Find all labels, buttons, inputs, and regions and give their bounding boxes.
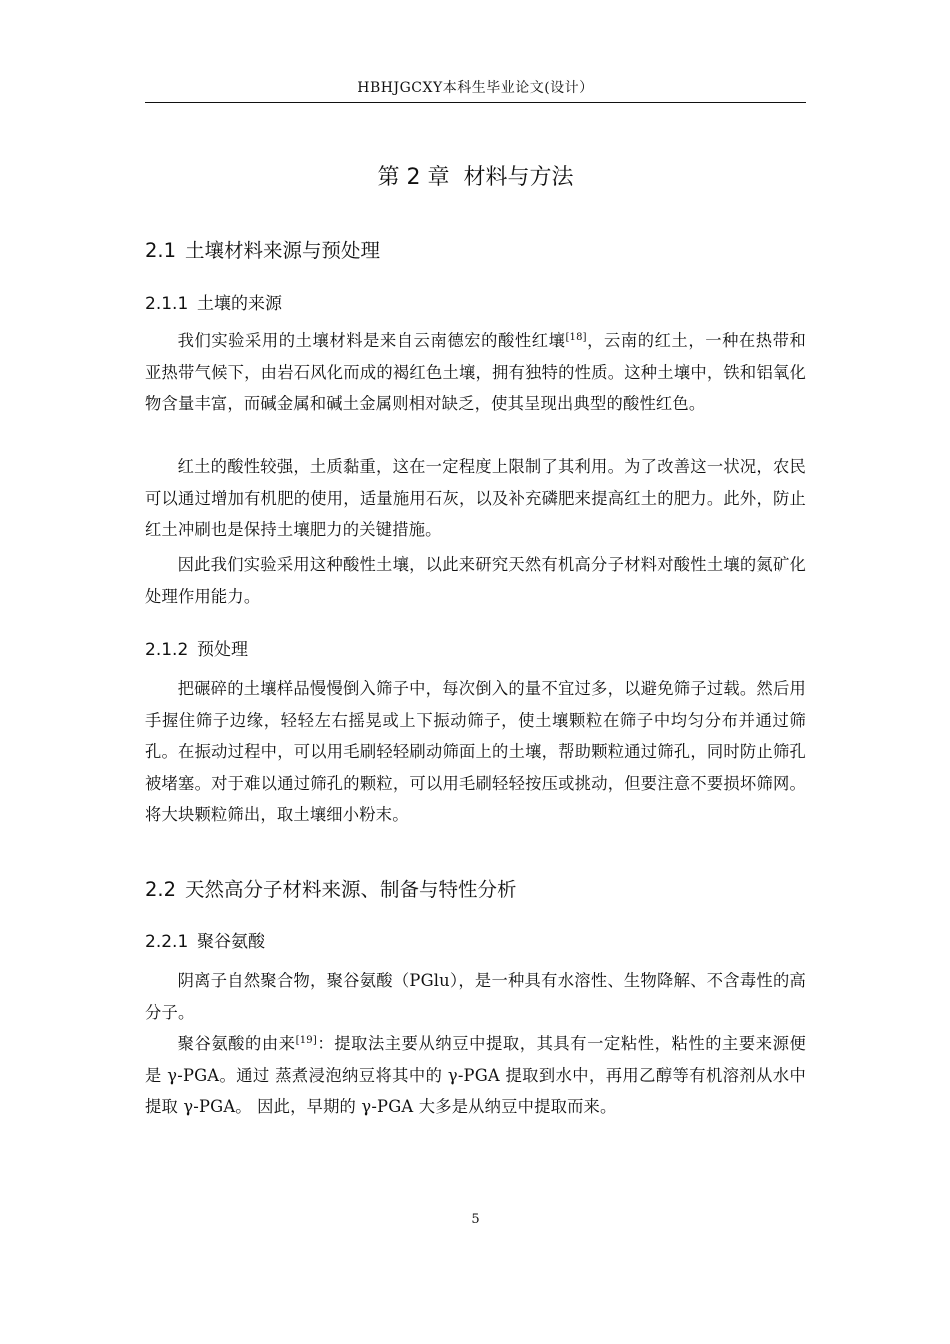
chapter-number: 第 2 章 bbox=[377, 165, 450, 190]
subsection-title: 聚谷氨酸 bbox=[197, 932, 265, 952]
body-paragraph: 聚谷氨酸的由来[19]：提取法主要从纳豆中提取，其具有一定粘性，粘性的主要来源便是 γ-PGA。通过 蒸煮浸泡纳豆将其中的 γ-PGA 提取到水中，再用乙醇等有机溶剂从水中提取 γ-PGA。 因此，早期的 γ-PGA 大多是从纳豆中提取而来。 bbox=[145, 1034, 806, 1116]
chapter-title bbox=[145, 160, 806, 191]
subsection-title: 预处理 bbox=[197, 640, 248, 660]
body-paragraph: 我们实验采用的土壤材料是来自云南德宏的酸性红壤[18]，云南的红土，一种在热带和亚热带气候下，由岩石风化而成的褐红色土壤，拥有独特的性质。这种土壤中，铁和铝氧化物含量丰富，而碱金属和碱土金属则相对缺乏，使其呈现出典型的酸性红色。 bbox=[145, 331, 806, 413]
subsection-title: 土壤的来源 bbox=[197, 294, 282, 314]
subsection-heading bbox=[145, 289, 282, 314]
header-rule bbox=[145, 102, 806, 103]
body-paragraph: 红土的酸性较强，土质黏重，这在一定程度上限制了其利用。为了改善这一状况，农民可以通过增加有机肥的使用，适量施用石灰，以及补充磷肥来提高红土的肥力。此外，防止红土冲刷也是保持土壤肥力的关键措施。 bbox=[145, 457, 806, 539]
page-number: 5 bbox=[471, 1212, 480, 1227]
section-title: 天然高分子材料来源、制备与特性分析 bbox=[185, 878, 517, 901]
subsection-number: 2.1.2 bbox=[145, 640, 189, 660]
section-title: 土壤材料来源与预处理 bbox=[185, 239, 381, 262]
subsection-number: 2.2.1 bbox=[145, 932, 189, 952]
section-number: 2.1 bbox=[145, 239, 177, 262]
citation: [18] bbox=[565, 332, 587, 343]
citation: [19] bbox=[295, 1035, 317, 1046]
subsection-heading bbox=[145, 635, 248, 660]
subsection-heading bbox=[145, 927, 265, 952]
body-paragraph: 把碾碎的土壤样品慢慢倒入筛子中，每次倒入的量不宜过多，以避免筛子过载。然后用手握住筛子边缘，轻轻左右摇晃或上下振动筛子，使土壤颗粒在筛子中均匀分布并通过筛孔。在振动过程中，可以用毛刷轻轻刷动筛面上的土壤，帮助颗粒通过筛孔，同时防止筛孔被堵塞。对于难以通过筛孔的颗粒，可以用毛刷轻轻按压或挑动，但要注意不要损坏筛网。将大块颗粒筛出，取土壤细小粉末。 bbox=[145, 679, 806, 824]
section-number: 2.2 bbox=[145, 878, 177, 901]
section-heading bbox=[145, 235, 380, 263]
body-paragraph: 阴离子自然聚合物，聚谷氨酸（PGlu），是一种具有水溶性、生物降解、不含毒性的高分子。 bbox=[145, 971, 806, 1022]
running-header: HBHJGCXY本科生毕业论文(设计） bbox=[357, 80, 594, 96]
body-paragraph: 因此我们实验采用这种酸性土壤，以此来研究天然有机高分子材料对酸性土壤的氮矿化处理作用能力。 bbox=[145, 555, 806, 606]
chapter-name: 材料与方法 bbox=[463, 165, 574, 190]
subsection-number: 2.1.1 bbox=[145, 294, 189, 314]
section-heading bbox=[145, 874, 517, 902]
